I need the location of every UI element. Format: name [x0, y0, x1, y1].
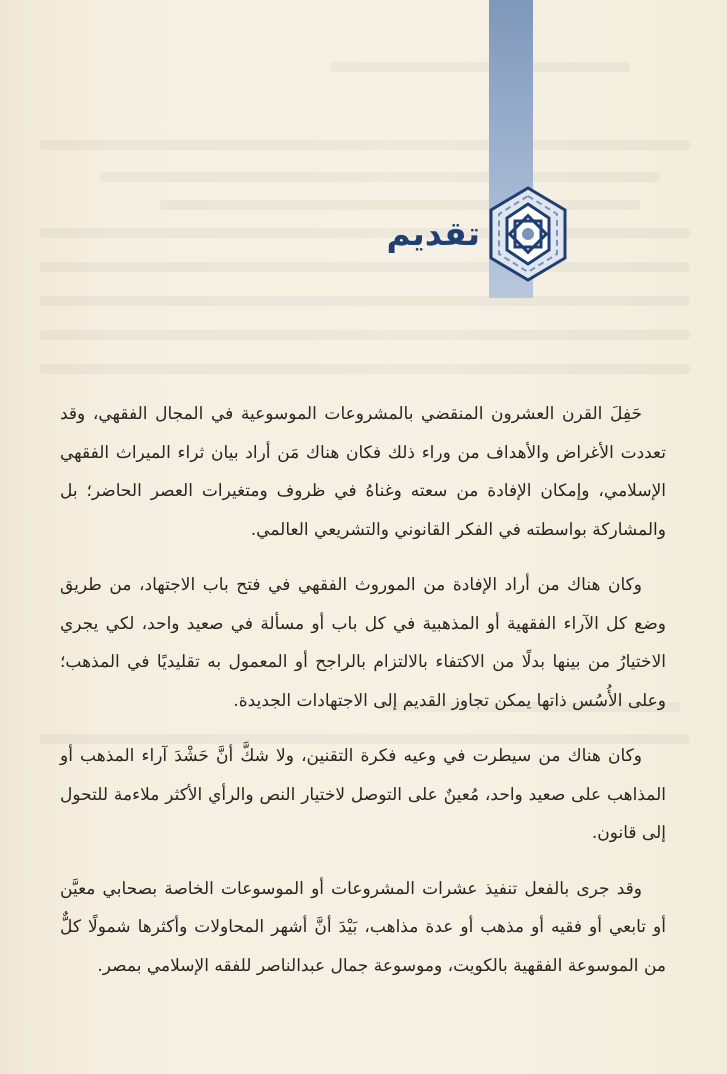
bleed-through-line — [100, 172, 660, 182]
octagonal-star-ornament-icon — [487, 186, 569, 282]
bleed-through-line — [40, 330, 690, 340]
bleed-through-line — [40, 364, 690, 374]
bleed-through-line — [40, 140, 690, 150]
page-title: تقديم — [386, 214, 480, 253]
paragraph: وكان هناك من سيطرت في وعيه فكرة التقنين، ولا شكَّ أنَّ حَشْدَ آراء المذهب أو المذاهب على صعيد واحد، مُعينٌ على التوصل لاختيار النص والرأي الأكثر ملاءمة للتحول إلى قانون. — [60, 746, 666, 843]
bleed-through-line — [40, 296, 690, 306]
paragraph: وقد جرى بالفعل تنفيذ عشرات المشروعات أو الموسوعات الخاصة بصحابي معيَّن أو تابعي أو فقيه أو مذهب أو عدة مذاهب، بَيْدَ أنَّ أشهر المحاولات وأكثرها شمولًا كلٌّ من الموسوعة الفقهية بالكويت، وموسوعة جمال عبدالناصر للفقه الإسلامي بمصر. — [60, 878, 666, 976]
bleed-through-line — [330, 62, 630, 72]
body-text — [60, 395, 666, 1002]
chapter-heading — [330, 186, 570, 286]
paragraph: وكان هناك من أراد الإفادة من الموروث الفقهي في فتح باب الاجتهاد، من طريق وضع كل الآراء الفقهية أو المذهبية في كل باب أو مسألة في صعيد واحد، لكي يجري الاختيارُ من بينها بدلًا من الاكتفاء بالالتزام بالراجح أو المعمول به تقليديًا في المذهب؛ وعلى الأُسُس ذاتها يمكن تجاوز القديم إلى الاجتهادات الجديدة. — [60, 575, 666, 711]
paragraph: حَفِلَ القرن العشرون المنقضي بالمشروعات الموسوعية في المجال الفقهي، وقد تعددت الأغراض والأهداف من وراء ذلك فكان هناك مَن أراد بيان ثراء الميراث الفقهي الإسلامي، وإمكان الإفادة من سعته وغناهُ في ظروف ومتغيرات العصر الحاضر؛ بل والمشاركة بواسطته في الفكر القانوني والتشريعي العالمي. — [60, 404, 666, 540]
